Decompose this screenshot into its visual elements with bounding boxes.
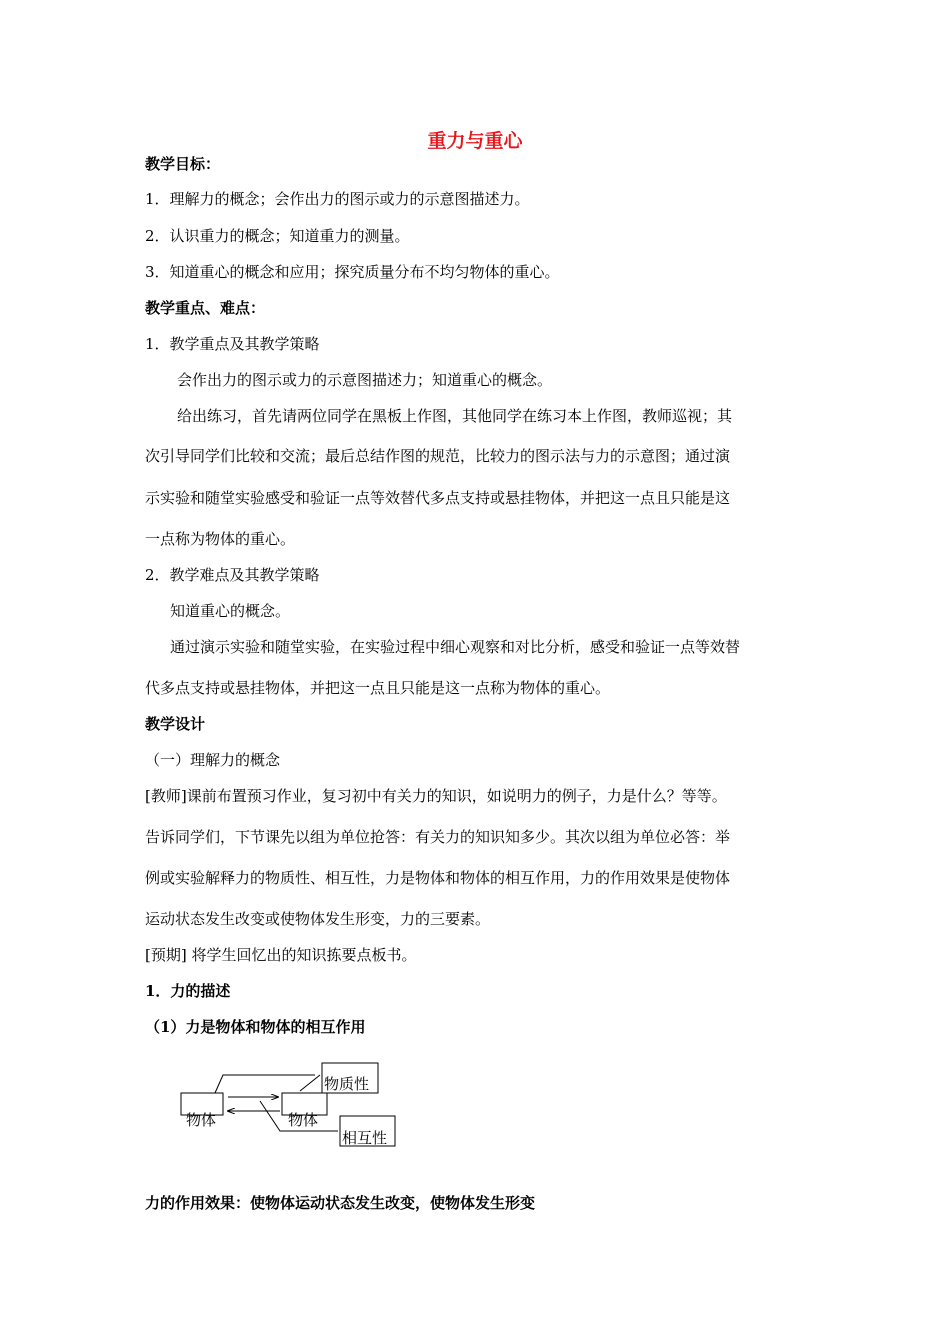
object-label-left: 物体 — [186, 1111, 217, 1129]
objective-item: 2．认识重力的概念；知道重力的测量。 — [145, 227, 410, 245]
teacher-paragraph-line: 运动状态发生改变或使物体发生形变，力的三要素。 — [145, 910, 491, 928]
design-heading: 教学设计 — [145, 715, 206, 733]
keypoints-heading: 教学重点、难点： — [145, 299, 266, 317]
expect-line: [预期] 将学生回忆出的知识拣要点板书。 — [145, 946, 417, 964]
section-heading: （一）理解力的概念 — [145, 751, 281, 769]
mutual-label: 相互性 — [342, 1129, 388, 1147]
effect-line: 力的作用效果：使物体运动状态发生改变，使物体发生形变 — [145, 1194, 536, 1212]
objective-item: 1．理解力的概念；会作出力的图示或力的示意图描述力。 — [145, 190, 530, 208]
teacher-paragraph-line: 告诉同学们，下节课先以组为单位抢答：有关力的知识知多少。其次以组为单位必答：举 — [145, 828, 731, 846]
object-label-right: 物体 — [288, 1111, 319, 1129]
page-title: 重力与重心 — [427, 130, 523, 152]
focus-paragraph-line: 一点称为物体的重心。 — [145, 530, 296, 548]
teacher-paragraph-line: 例或实验解释力的物质性、相互性，力是物体和物体的相互作用，力的作用效果是使物体 — [145, 869, 731, 887]
difficulty-paragraph: 知道重心的概念。 — [170, 602, 291, 620]
force-diagram — [170, 1055, 410, 1155]
material-label: 物质性 — [324, 1075, 370, 1093]
objective-item: 3．知道重心的概念和应用；探究质量分布不均匀物体的重心。 — [145, 263, 560, 281]
focus-paragraph-line: 给出练习，首先请两位同学在黑板上作图，其他同学在练习本上作图，教师巡视；其 — [177, 407, 733, 425]
focus-paragraph-line: 次引导同学们比较和交流；最后总结作图的规范，比较力的图示法与力的示意图；通过演 — [145, 447, 731, 465]
difficulty-paragraph-line: 代多点支持或悬挂物体，并把这一点且只能是这一点称为物体的重心。 — [145, 679, 611, 697]
connector-material-out — [300, 1075, 320, 1091]
difficulty-paragraph-line: 通过演示实验和随堂实验，在实验过程中细心观察和对比分析，感受和验证一点等效替 — [170, 638, 741, 656]
focus-paragraph-line: 示实验和随堂实验感受和验证一点等效替代多点支持或悬挂物体，并把这一点且只能是这 — [145, 489, 731, 507]
focus-paragraph: 会作出力的图示或力的示意图描述力；知道重心的概念。 — [177, 371, 553, 389]
subheading: 1．力的描述 — [145, 982, 231, 1000]
connector-material-in — [215, 1075, 315, 1093]
teacher-paragraph-line: [教师]课前布置预习作业，复习初中有关力的知识，如说明力的例子，力是什么？等等。 — [145, 787, 727, 805]
objectives-heading: 教学目标： — [145, 155, 221, 173]
subheading: （1）力是物体和物体的相互作用 — [145, 1018, 366, 1036]
difficulty-title: 2．教学难点及其教学策略 — [145, 566, 320, 584]
focus-title: 1．教学重点及其教学策略 — [145, 335, 320, 353]
